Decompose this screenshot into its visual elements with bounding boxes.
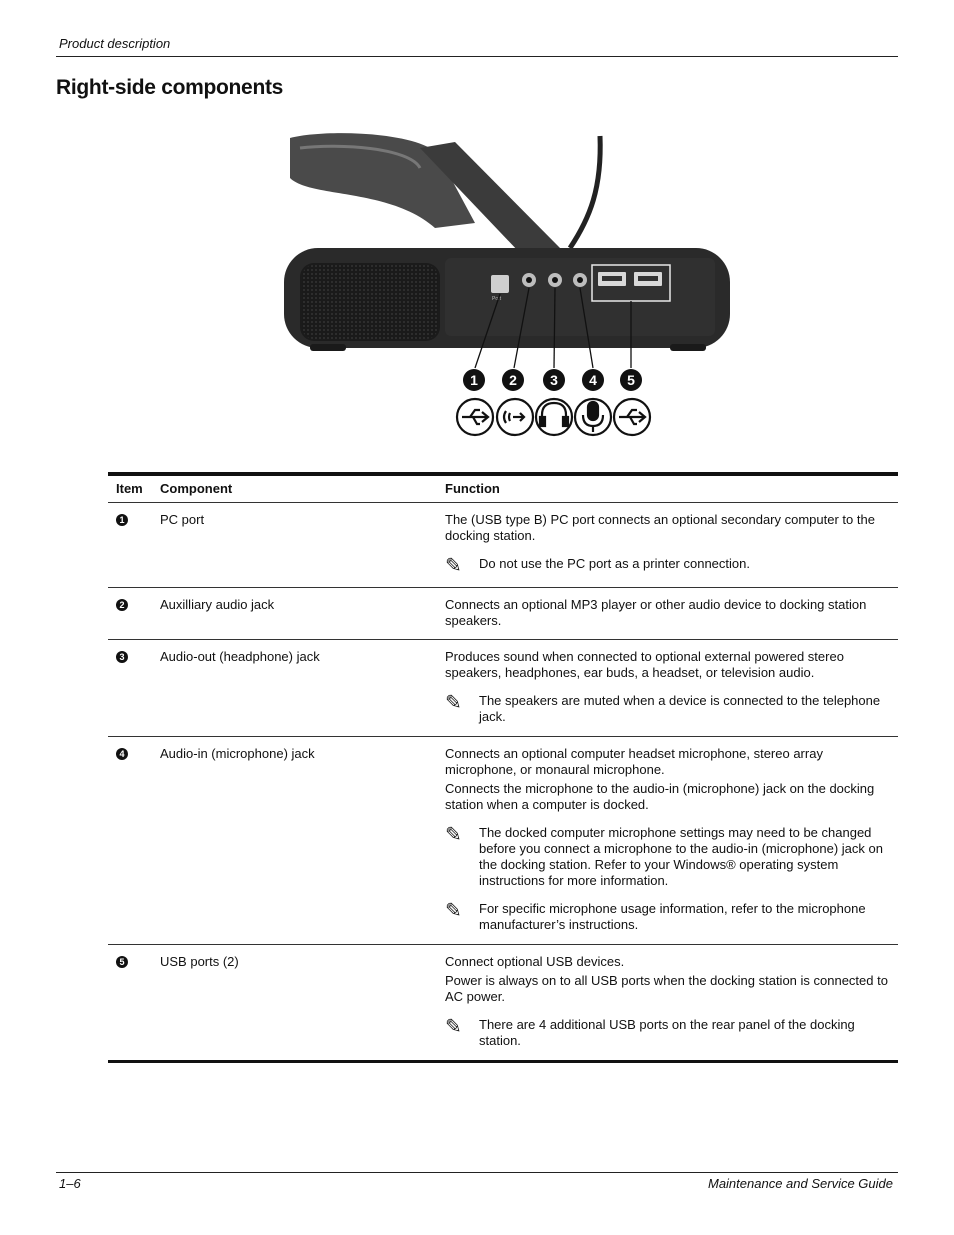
item-cell — [108, 954, 160, 1053]
function-paragraph: The (USB type B) PC port connects an optional secondary computer to the docking station. — [445, 512, 875, 543]
callout-5-label: 5 — [627, 372, 635, 388]
table-row — [108, 587, 898, 639]
usb-icon — [614, 399, 650, 435]
table-row — [108, 736, 898, 944]
function-cell — [445, 597, 898, 632]
pencil-note-icon: ✎ — [445, 1016, 462, 1038]
note — [445, 825, 890, 889]
component-cell: Audio-in (microphone) jack — [160, 746, 315, 761]
note-text: Do not use the PC port as a printer connection. — [479, 556, 750, 571]
note — [445, 901, 890, 933]
function-paragraph: Connects the microphone to the audio-in (microphone) jack on the docking station when a computer is docked. — [445, 781, 875, 812]
note-text: The speakers are muted when a device is connected to the telephone jack. — [479, 693, 881, 724]
function-cell — [445, 746, 898, 937]
callout-3-label: 3 — [550, 372, 558, 388]
callout-4-label: 4 — [589, 372, 597, 388]
running-footer — [56, 1172, 898, 1193]
page-title: Right-side components — [56, 76, 284, 99]
port-caption: Port — [492, 296, 502, 302]
column-header-function: Function — [445, 481, 500, 496]
note-text: There are 4 additional USB ports on the rear panel of the docking station. — [479, 1017, 855, 1048]
note — [445, 693, 890, 725]
table-row — [108, 944, 898, 1060]
item-cell — [108, 597, 160, 632]
table-body — [108, 502, 898, 1060]
table-header-row — [108, 476, 898, 502]
item-cell — [108, 649, 160, 729]
pencil-note-icon: ✎ — [445, 900, 462, 922]
column-header-item: Item — [116, 481, 143, 496]
callout-1-label: 1 — [470, 372, 478, 388]
auxiliary-audio-icon — [497, 399, 533, 435]
running-header — [56, 36, 898, 57]
headphone-icon — [536, 399, 572, 435]
component-cell: PC port — [160, 512, 205, 527]
item-number-badge: 2 — [116, 599, 128, 611]
pc-port-illustration — [491, 275, 509, 293]
function-cell — [445, 512, 898, 580]
note-text: For specific microphone usage information, refer to the microphone manufacturer’s instructions. — [479, 901, 866, 932]
function-paragraph: Connects an optional computer headset microphone, stereo array microphone, or monaural microphone. — [445, 746, 823, 777]
guide-title: Maintenance and Service Guide — [707, 1176, 893, 1191]
function-paragraph: Connect optional USB devices. — [445, 954, 625, 969]
note — [445, 556, 890, 576]
function-paragraph: Connects an optional MP3 player or other audio device to docking station speakers. — [445, 597, 867, 628]
pencil-note-icon: ✎ — [445, 555, 462, 577]
item-number-badge: 3 — [116, 651, 128, 663]
usb-icon — [457, 399, 493, 435]
function-paragraph: Power is always on to all USB ports when the docking station is connected to AC power. — [445, 973, 888, 1004]
component-cell: Auxilliary audio jack — [160, 597, 275, 612]
component-cell: Audio-out (headphone) jack — [160, 649, 320, 664]
item-cell — [108, 746, 160, 937]
item-number-badge: 4 — [116, 748, 128, 760]
table-row — [108, 639, 898, 736]
column-header-component: Component — [160, 481, 233, 496]
microphone-icon — [575, 399, 611, 435]
function-paragraph: Produces sound when connected to optional external powered stereo speakers, headphones, ear buds, a headset, or television audio. — [445, 649, 844, 680]
table-row — [108, 502, 898, 587]
function-cell — [445, 649, 898, 729]
item-number-badge: 1 — [116, 514, 128, 526]
note-text: The docked computer microphone settings may need to be changed before you connect a microphone to the audio-in (microphone) jack on the docking station. Refer to your Windows® operating system instructions for more information. — [479, 825, 883, 888]
pencil-note-icon: ✎ — [445, 824, 462, 846]
component-cell: USB ports (2) — [160, 954, 239, 969]
item-number-badge: 5 — [116, 956, 128, 968]
note — [445, 1017, 890, 1049]
callout-2-label: 2 — [509, 372, 517, 388]
components-table — [108, 472, 898, 1063]
function-cell — [445, 954, 898, 1053]
pencil-note-icon: ✎ — [445, 692, 462, 714]
docking-station-illustration — [270, 128, 740, 448]
header-section-title: Product description — [59, 36, 171, 51]
item-cell — [108, 512, 160, 580]
page-number: 1–6 — [59, 1176, 81, 1191]
